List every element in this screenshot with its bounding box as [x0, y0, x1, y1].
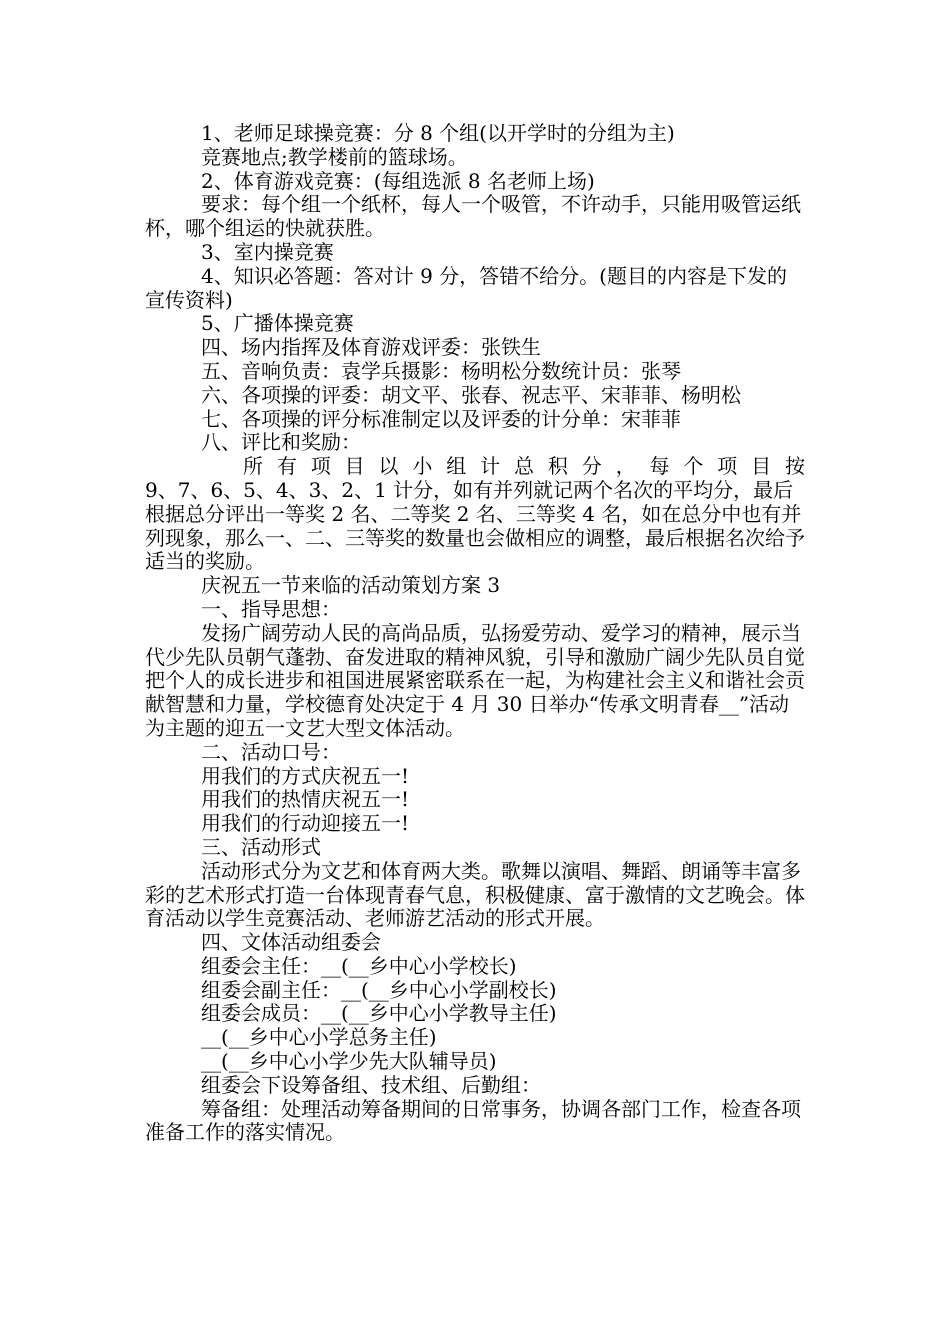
paragraph-15: 庆祝五一节来临的活动策划方案 3 — [201, 573, 501, 598]
paragraph-7: 5、广播体操竞赛 — [201, 311, 354, 336]
paragraph-2: 竞赛地点;教学楼前的篮球场。 — [201, 144, 468, 169]
paragraph-27: 组委会成员：__(__乡中心小学教导主任) — [201, 1001, 557, 1026]
paragraph-19: 用我们的方式庆祝五一! — [201, 763, 410, 788]
paragraph-4: 要求：每个组一个纸杯，每人一个吸管，不许动手，只能用吸管运纸杯，哪个组运的快就获胜。 — [145, 192, 801, 241]
paragraph-6: 4、知识必答题：答对计 9 分，答错不给分。(题目的内容是下发的宣传资料) — [145, 263, 787, 312]
paragraph-28: __(__乡中心小学总务主任) — [201, 1025, 437, 1050]
paragraph-26: 组委会副主任：__(__乡中心小学副校长) — [201, 977, 557, 1002]
paragraph-8: 四、场内指挥及体育游戏评委：张铁生 — [201, 335, 541, 360]
paragraph-9: 五、音响负责：袁学兵摄影：杨明松分数统计员：张琴 — [201, 358, 681, 383]
document-page — [145, 122, 805, 1145]
paragraph-14: 9、7、6、5、4、3、2、1 计分，如有并列就记两个名次的平均分，最后根据总分评出一等奖 2 名、二等奖 2 名、三等奖 4 名，如在总分中也有并列现象，那么一、二、三等奖的数量也会做相应的调整，最后根据名次给予适当的奖励。 — [145, 477, 805, 574]
paragraph-20: 用我们的热情庆祝五一! — [201, 787, 410, 812]
paragraph-13: 所 有 项 目 以 小 组 计 总 积 分 ， 每 个 项 目 按 — [243, 454, 805, 479]
paragraph-23: 活动形式分为文艺和体育两大类。歌舞以演唱、舞蹈、朗诵等丰富多彩的艺术形式打造一台体现青春气息，积极健康、富于激情的文艺晚会。体育活动以学生竞赛活动、老师游艺活动的形式开展。 — [145, 858, 805, 931]
paragraph-17: 发扬广阔劳动人民的高尚品质，弘扬爱劳动、爱学习的精神，展示当代少先队员朝气蓬勃、奋发进取的精神风貌，引导和激励广阔少先队员自觉把个人的成长进步和祖国进展紧密联系在一起，为构建社会主义和谐社会贡献智慧和力量，学校德育处决定于 4 月 30 日举办“传承文明青春__”活动为主题的迎五一文艺大型文体活动。 — [145, 620, 805, 740]
paragraph-31: 筹备组：处理活动筹备期间的日常事务，协调各部门工作，检查各项准备工作的落实情况。 — [145, 1096, 801, 1145]
paragraph-18: 二、活动口号： — [201, 739, 341, 764]
paragraph-12: 八、评比和奖励： — [201, 430, 361, 455]
paragraph-21: 用我们的行动迎接五一! — [201, 811, 410, 836]
paragraph-1: 1、老师足球操竞赛：分 8 个组(以开学时的分组为主) — [201, 121, 675, 145]
paragraph-22: 三、活动形式 — [201, 834, 321, 859]
paragraph-10: 六、各项操的评委：胡文平、张春、祝志平、宋菲菲、杨明松 — [201, 382, 741, 407]
paragraph-16: 一、指导思想： — [201, 596, 341, 621]
paragraph-25: 组委会主任：__(__乡中心小学校长) — [201, 953, 517, 978]
paragraph-29: __(__乡中心小学少先大队辅导员) — [201, 1049, 497, 1074]
paragraph-24: 四、文体活动组委会 — [201, 930, 381, 955]
paragraph-5: 3、室内操竞赛 — [201, 239, 334, 264]
paragraph-3: 2、体育游戏竞赛：(每组选派 8 名老师上场) — [201, 168, 595, 193]
paragraph-30: 组委会下设筹备组、技术组、后勤组： — [201, 1072, 541, 1097]
paragraph-11: 七、各项操的评分标准制定以及评委的计分单：宋菲菲 — [201, 406, 681, 431]
